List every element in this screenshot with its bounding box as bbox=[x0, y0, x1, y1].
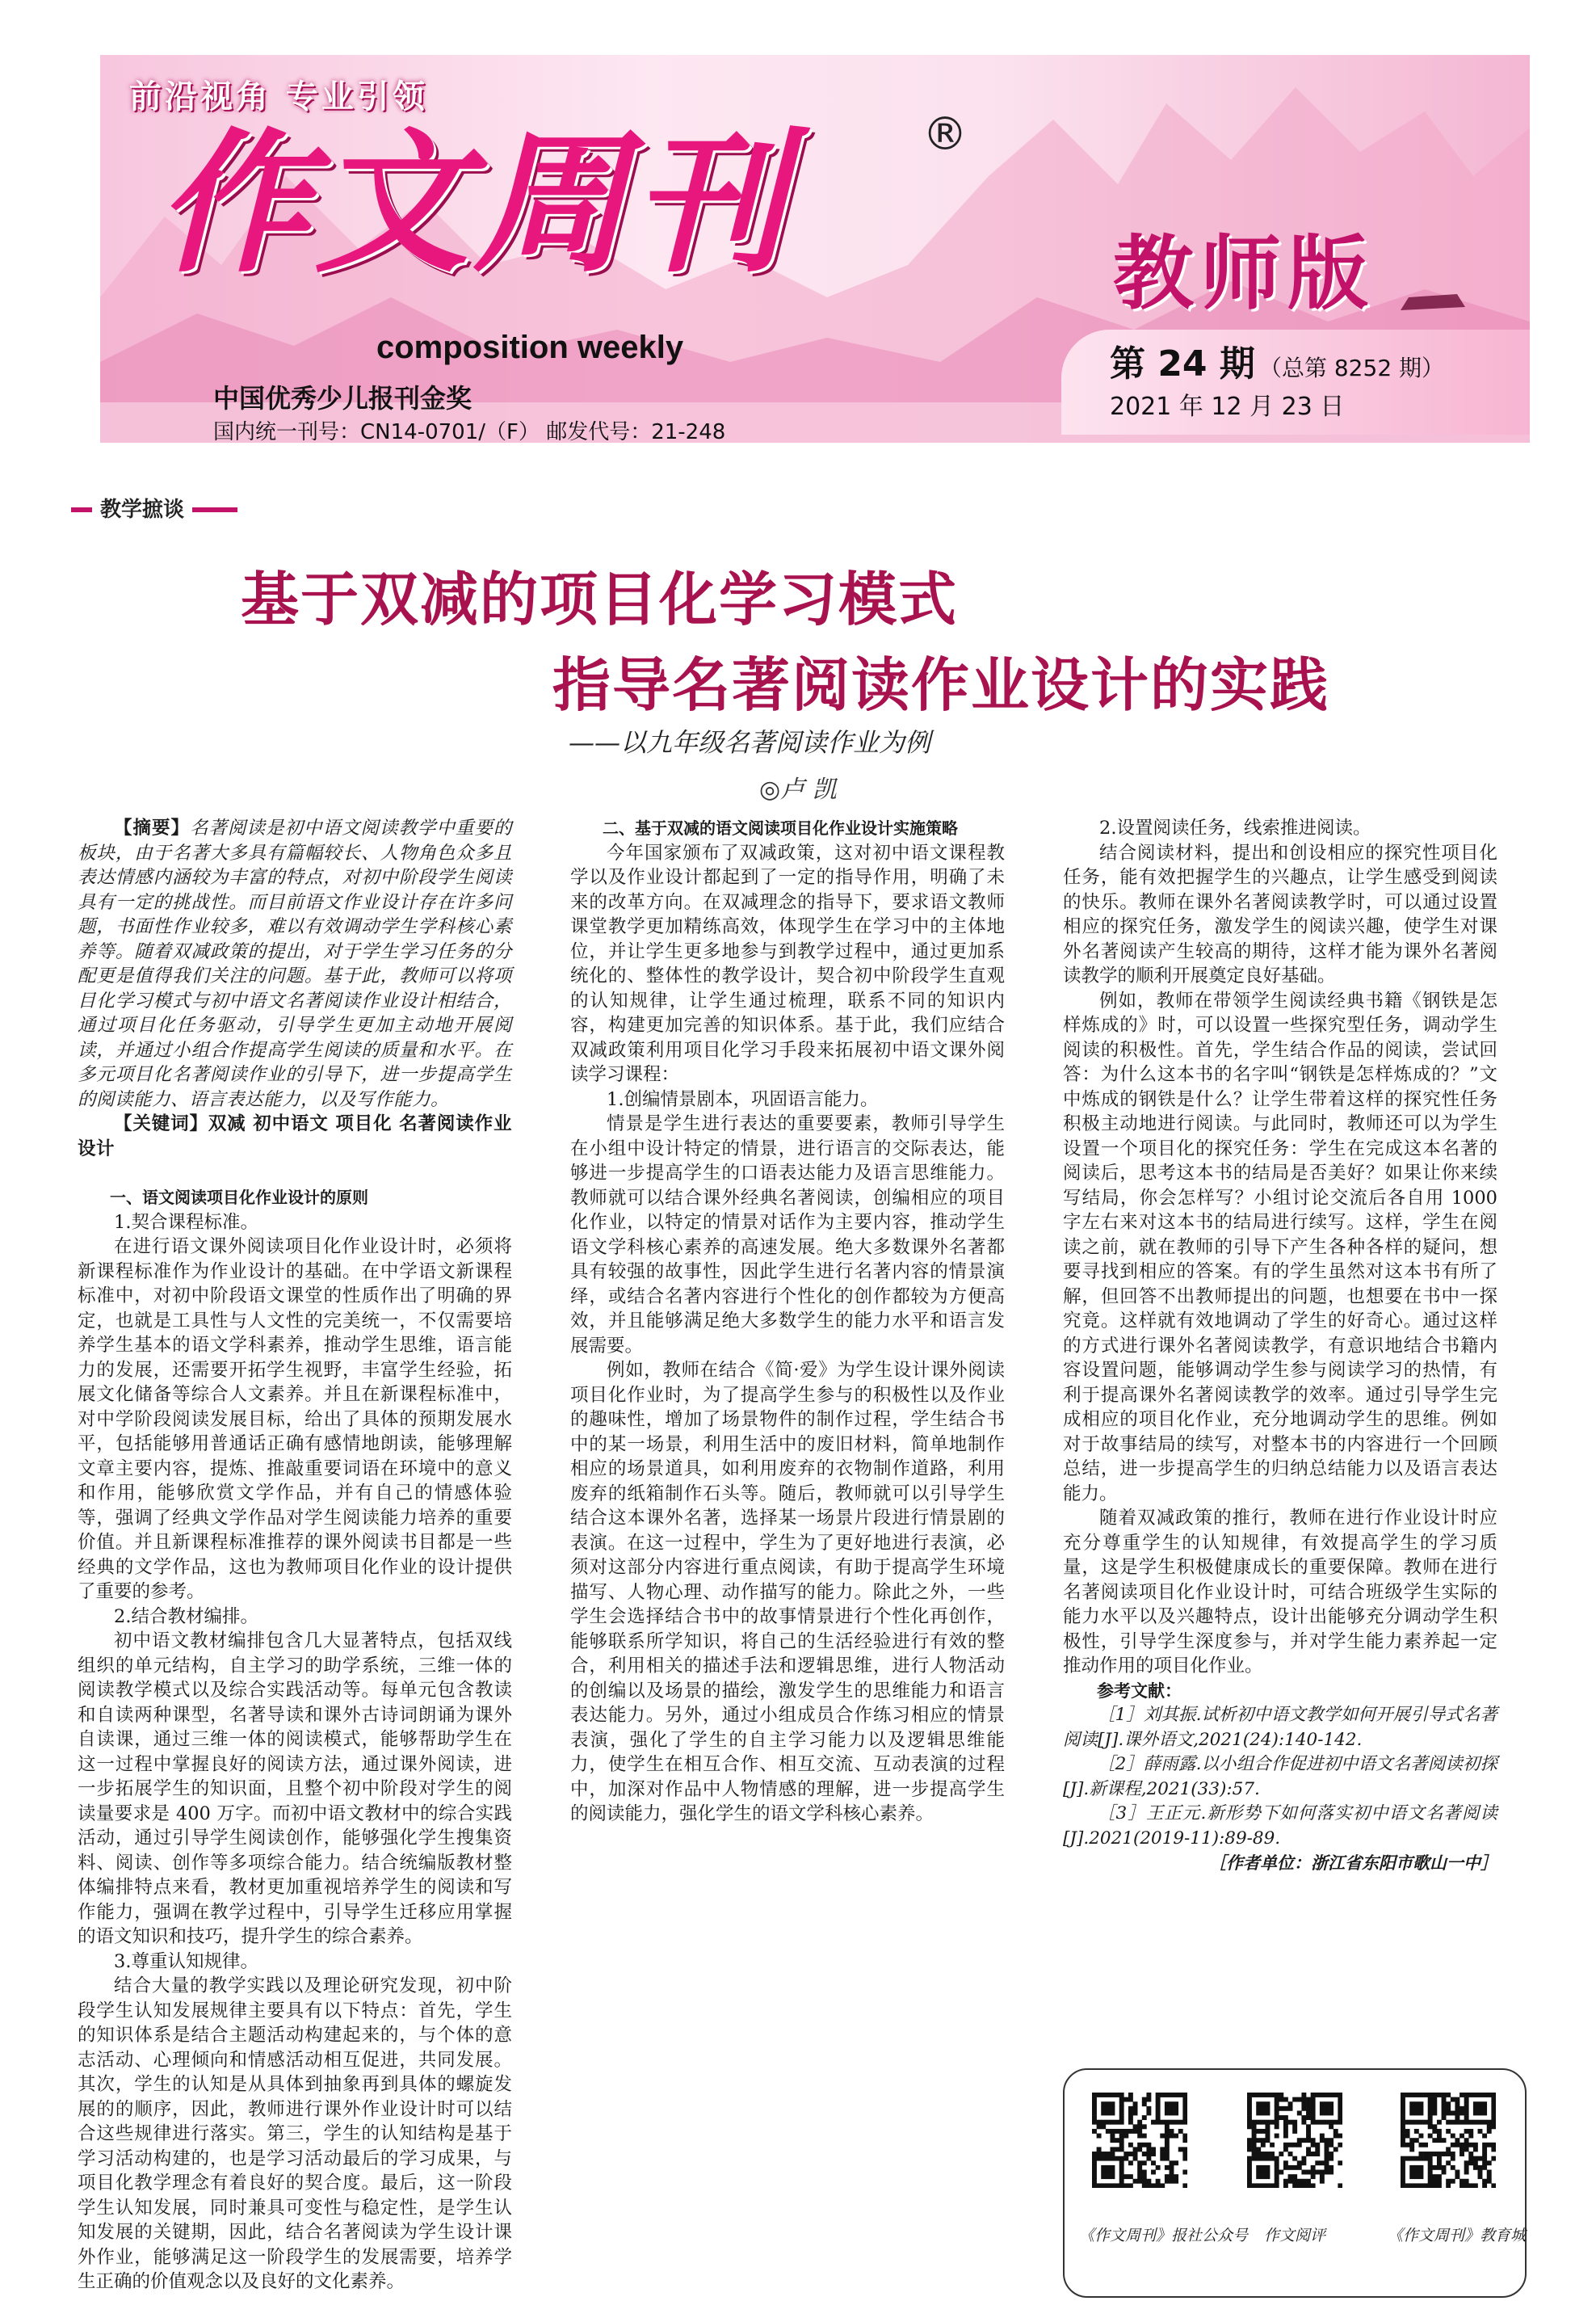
article-subtitle: ——以九年级名著阅读作业为例 bbox=[569, 727, 931, 758]
award-line: 中国优秀少儿报刊金奖 bbox=[213, 383, 472, 414]
article-author: ◎卢 凯 bbox=[759, 776, 837, 804]
subsection-2-1-heading: 1.创编情景剧本，巩固语言能力。 bbox=[607, 1088, 879, 1110]
subsection-1-2-heading: 2.结合教材编排。 bbox=[114, 1605, 258, 1627]
issue-info-box bbox=[1061, 330, 1530, 435]
reference-item: ［2］薛雨露.以小组合作促进初中语文名著阅读初探[J].新课程,2021(33):57. bbox=[1063, 1754, 1497, 1799]
issue-date: 2021 年 12 月 23 日 bbox=[1110, 393, 1345, 421]
qr-code-icon[interactable] bbox=[1247, 2093, 1342, 2188]
subsection-1-3-heading: 3.尊重认知规律。 bbox=[114, 1950, 258, 1972]
author-unit: ［作者单位：浙江省东阳市歌山一中］ bbox=[1209, 1853, 1497, 1873]
paragraph: 初中语文教材编排包含几大显著特点，包括双线组织的单元结构，自主学习的助学系统，三维一体的阅读教学模式以及综合实践活动等。每单元包含教读和自读两种课型，名著导读和课外古诗词朗诵为课外自读课，通过三维一体的阅读模式，能够帮助学生在这一过程中掌握良好的阅读方法，通过课外阅读，进一步拓展学生的知识面，且整个初中阶段对学生的阅读量要求是 400 万字。而初中语文教材中的综合实践活动，通过引导学生阅读创作，能够强化学生搜集资料、阅读、创作等多项综合能力。结合统编版教材整体编排特点来看，教材更加重视培养学生的阅读和写作能力，强调在教学过程中，引导学生迁移应用掌握的语文知识和技巧，提升学生的综合素养。 bbox=[78, 1630, 512, 1947]
subsection-2-2-heading: 2.设置阅读任务，线索推进阅读。 bbox=[1099, 818, 1371, 839]
column-tag-label: 教学摭谈 bbox=[92, 496, 192, 524]
qr-item bbox=[1079, 2093, 1249, 2245]
registered-mark: ® bbox=[922, 108, 968, 161]
qr-caption: 作文阅评 bbox=[1263, 2227, 1325, 2244]
paragraph: 随着双减政策的推行，教师在进行作业设计时应充分尊重学生的认知规律，有效提高学生的学习质量，这是学生积极健康成长的重要保障。教师在进行名著阅读项目化作业设计时，可结合班级学生实际的能力水平以及兴趣特点，设计出能够充分调动学生积极性，引导学生深度参与，并对学生能力素养起一定推动作用的项目化作业。 bbox=[1063, 1508, 1497, 1676]
text-column-2 bbox=[570, 816, 1005, 1827]
masthead bbox=[100, 55, 1530, 443]
references-heading: 参考文献： bbox=[1097, 1681, 1182, 1701]
paragraph: 例如，教师在带领学生阅读经典书籍《钢铁是怎样炼成的》时，可以设置一些探究型任务，调动学生阅读的积极性。首先，学生结合作品的阅读，尝试回答：为什么这本书的名字叫“钢铁是怎样炼成的？”文中炼成的钢铁是什么？让学生带着这样的探究性任务积极主动地进行阅读。与此同时，教师还可以为学生设置一个项目化的探究任务：学生在完成这本名著的阅读后，思考这本书的结局是否美好？如果让你来续写结局，你会怎样写？小组讨论交流后各自用 1000 字左右来对这本书的结局进行续写。这样，学生在阅读之前，就在教师的引导下产生各种各样的疑问，想要寻找到相应的答案。有的学生虽然对这本书有所了解，但回答不出教师提出的问题，也想要在书中一探究竟。这样就有效地调动了学生的好奇心。通过这样的方式进行课外名著阅读教学，有意识地结合书籍内容设置问题，能够调动学生参与阅读学习的热情，有利于提高课外名著阅读教学的效率。通过引导学生完成相应的项目化作业，充分地调动学生的思维。例如对于故事结局的续写，对整本书的内容进行一个回顾总结，进一步提高学生的归纳总结能力以及语言表达能力。 bbox=[1063, 990, 1497, 1504]
article-title-line1: 基于双减的项目化学习模式 bbox=[241, 565, 959, 633]
text-column-3 bbox=[1063, 816, 1497, 1876]
keywords-text: 双减 初中语文 项目化 名著阅读作业设计 bbox=[78, 1113, 512, 1159]
paragraph: 例如，教师在结合《简·爱》为学生设计课外阅读项目化作业时，为了提高学生参与的积极性以及作业的趣味性，增加了场景物件的制作过程，学生结合书中的某一场景，利用生活中的废旧材料，简单地制作相应的场景道具，如利用废弃的衣物制作道路，利用废弃的纸箱制作石头等。随后，教师就可以引导学生结合这本课外名著，选择某一场景片段进行情景剧的表演。在这一过程中，学生为了更好地进行表演，必须对这部分内容进行重点阅读，有助于提高学生环境描写、人物心理、动作描写的能力。除此之外，一些学生会选择结合书中的故事情景进行个性化再创作，能够联系所学知识，将自己的生活经验进行有效的整合，利用相关的描述手法和逻辑思维，进行人物活动的创编以及场景的描绘，激发学生的思维能力和语言表达能力。另外，通过小组成员合作练习相应的情景表演，强化了学生的自主学习能力以及逻辑思维能力，使学生在相互合作、相互交流、互动表演的过程中，加深对作品中人物情感的理解，进一步提高学生的阅读能力，强化学生的语文学科核心素养。 bbox=[570, 1360, 1005, 1824]
issn-line: 国内统一刊号：CN14-0701/（F） 邮发代号：21-248 bbox=[213, 420, 726, 443]
issue-total: （总第 8252 期） bbox=[1258, 355, 1445, 381]
qr-code-panel bbox=[1063, 2068, 1527, 2298]
reference-item: ［1］刘其振.试析初中语文教学如何开展引导式名著阅读[J].课外语文,2021(24):140-142. bbox=[1063, 1705, 1497, 1750]
qr-caption: 《作文周刊》教育城 bbox=[1388, 2227, 1527, 2244]
qr-caption: 《作文周刊》报社公众号 bbox=[1079, 2227, 1249, 2244]
keywords-tag: 【关键词】 bbox=[114, 1113, 208, 1134]
reference-item: ［3］王正元.新形势下如何落实初中语文名著阅读[J].2021(2019-11):89-89. bbox=[1063, 1803, 1497, 1849]
subsection-1-1-heading: 1.契合课程标准。 bbox=[114, 1211, 258, 1233]
qr-code-icon[interactable] bbox=[1092, 2093, 1187, 2188]
section-2-heading: 二、基于双减的语文阅读项目化作业设计实施策略 bbox=[603, 818, 958, 838]
masthead-slogan: 前沿视角 专业引领 bbox=[129, 78, 428, 116]
paragraph: 情景是学生进行表达的重要要素，教师引导学生在小组中设计特定的情景，进行语言的交际表达，能够进一步提高学生的口语表达能力及语言思维能力。教师就可以结合课外经典名著阅读，创编相应的项目化作业，以特定的情景对话作为主要内容，推动学生语文学科核心素养的高速发展。绝大多数课外名著都具有较强的故事性，因此学生进行名著内容的情景演绎，或结合名著内容进行个性化的创作都较为方便高效，并且能够满足绝大多数学生的能力水平和语言发展需要。 bbox=[570, 1113, 1005, 1357]
qr-item bbox=[1388, 2093, 1527, 2245]
keywords bbox=[78, 1112, 512, 1161]
article-title-line2: 指导名著阅读作业设计的实践 bbox=[552, 650, 1330, 719]
newspaper-logo-title: 作文周刊 bbox=[157, 115, 791, 293]
newspaper-english-title: composition weekly bbox=[376, 330, 684, 365]
paragraph: 今年国家颁布了双减政策，这对初中语文课程教学以及作业设计都起到了一定的指导作用，明确了未来的改革方向。在双减理念的指导下，要求语文教师课堂教学更加精练高效，体现学生在学习中的主体地位，并让学生更多地参与到教学过程中，通过更加系统化的、整体性的教学设计，契合初中阶段学生直观的认知规律，让学生通过梳理，联系不同的知识内容，构建更加完善的知识体系。基于此，我们应结合双减政策利用项目化学习手段来拓展初中语文课外阅读学习课程： bbox=[570, 842, 1005, 1085]
issue-number-line bbox=[1110, 334, 1444, 386]
edition-label: 教师版 bbox=[1113, 226, 1375, 321]
abstract-text: 名著阅读是初中语文阅读教学中重要的板块，由于名著大多具有篇幅较长、人物角色众多且表达情感内涵较为丰富的特点，对初中阶段学生阅读具有一定的挑战性。而目前语文作业设计存在许多问题，书面性作业较多，难以有效调动学生学科核心素养等。随着双减政策的提出，对于学生学习任务的分配更是值得我们关注的问题。基于此，教师可以将项目化学习模式与初中语文名著阅读作业设计相结合，通过项目化任务驱动，引导学生更加主动地开展阅读，并通过小组合作提高学生阅读的质量和水平。在多元项目化名著阅读作业的引导下，进一步提高学生的阅读能力、语言表达能力，以及写作能力。 bbox=[78, 818, 512, 1110]
text-column-1 bbox=[78, 816, 512, 2295]
section-1-heading: 一、语文阅读项目化作业设计的原则 bbox=[110, 1188, 368, 1207]
qr-code-icon[interactable] bbox=[1401, 2093, 1496, 2188]
abstract bbox=[78, 816, 512, 1112]
column-tag bbox=[71, 496, 237, 524]
abstract-tag: 【摘要】 bbox=[114, 818, 190, 839]
paragraph: 在进行语文课外阅读项目化作业设计时，必须将新课程标准作为作业设计的基础。在中学语文新课程标准中，对初中阶段语文课堂的性质作出了明确的界定，也就是工具性与人文性的完美统一，不仅需要培养学生基本的语文学科素养，推动学生思维，语言能力的发展，还需要开拓学生视野，丰富学生经验，拓展文化储备等综合人文素养。并且在新课程标准中，对中学阶段阅读发展目标，给出了具体的预期发展水平，包括能够用普通话正确有感情地朗读，能够理解文章主要内容，提炼、推敲重要词语在环境中的意义和作用，能够欣赏文学作品，并有自己的情感体验等，强调了经典文学作品对学生阅读能力培养的重要价值。并且新课程标准推荐的课外阅读书目都是一些经典的文学作品，这也为教师项目化作业的设计提供了重要的参考。 bbox=[78, 1236, 512, 1602]
paragraph: 结合阅读材料，提出和创设相应的探究性项目化任务，能有效把握学生的兴趣点，让学生感受到阅读的快乐。教师在课外名著阅读教学时，可以通过设置相应的探究任务，激发学生的阅读兴趣，使学生对课外名著阅读产生较高的期待，这样才能为课外名著阅读教学的顺利开展奠定良好基础。 bbox=[1063, 842, 1497, 986]
issue-number: 第 24 期 bbox=[1110, 343, 1255, 385]
qr-item bbox=[1234, 2093, 1355, 2245]
paragraph: 结合大量的教学实践以及理论研究发现，初中阶段学生认知发展规律主要具有以下特点：首先，学生的知识体系是结合主题活动构建起来的，与个体的意志活动、心理倾向和情感活动相互促进，共同发展。其次，学生的认知是从具体到抽象再到具体的螺旋发展的的顺序，因此，教师进行课外作业设计时可以结合这些规律进行落实。第三，学生的认知结构是基于学习活动构建的，也是学习活动最后的学习成果，与项目化教学理念有着良好的契合度。最后，这一阶段学生认知发展，同时兼具可变性与稳定性，是学生认知发展的关键期，因此，结合名著阅读为学生设计课外作业，能够满足这一阶段学生的发展需要，培养学生正确的价值观念以及良好的文化素养。 bbox=[78, 1975, 512, 2292]
